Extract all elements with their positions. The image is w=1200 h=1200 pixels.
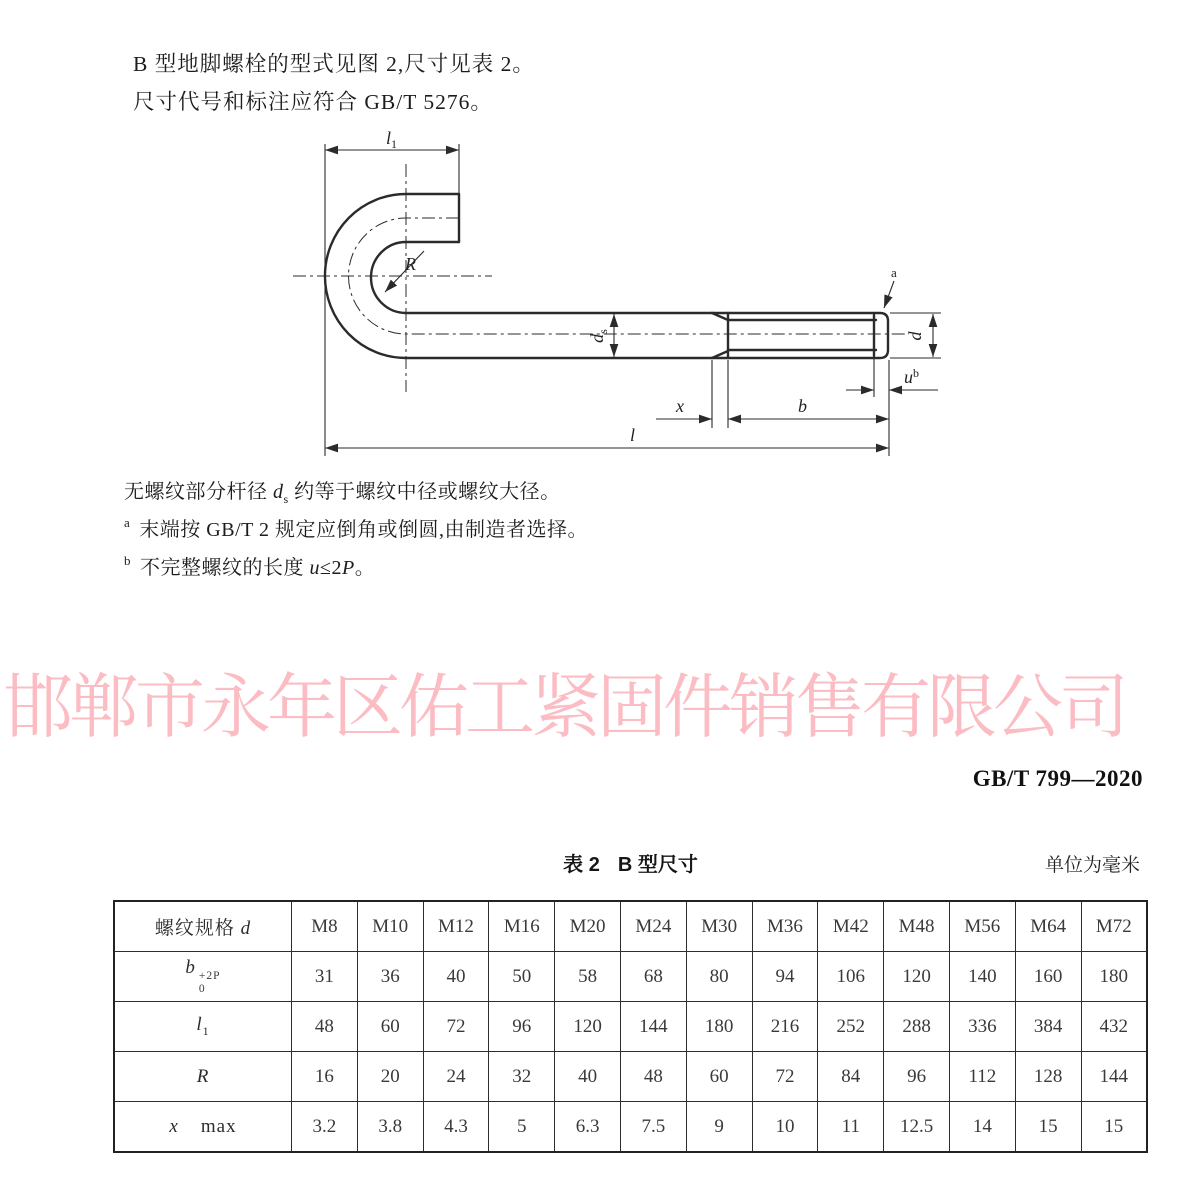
value-cell: 60 <box>357 1002 423 1052</box>
table-row <box>114 1102 1147 1153</box>
column-header: M20 <box>555 901 621 952</box>
value-cell: 58 <box>555 952 621 1002</box>
column-header: M30 <box>686 901 752 952</box>
value-cell: 3.2 <box>292 1102 358 1153</box>
row-label: $l_1$ <box>114 1002 292 1052</box>
dimension-table-body <box>114 901 1147 1152</box>
value-cell: 7.5 <box>620 1102 686 1153</box>
value-cell: 144 <box>620 1002 686 1052</box>
value-cell: 144 <box>1081 1052 1147 1102</box>
value-cell: 72 <box>423 1002 489 1052</box>
value-cell: 11 <box>818 1102 884 1153</box>
column-header: M42 <box>818 901 884 952</box>
unit-note: 单位为毫米 <box>1044 855 1140 876</box>
value-cell: 48 <box>620 1052 686 1102</box>
row-label: b +2P 0 <box>114 952 292 1002</box>
value-cell: 10 <box>752 1102 818 1153</box>
table-header-row <box>114 901 1147 952</box>
dim-label-R: R <box>405 254 416 274</box>
column-header: M36 <box>752 901 818 952</box>
standard-code: GB/T 799—2020 <box>972 766 1143 791</box>
column-header: M12 <box>423 901 489 952</box>
value-cell: 216 <box>752 1002 818 1052</box>
dim-label-ds: $d_s$ <box>587 329 610 343</box>
value-cell: 252 <box>818 1002 884 1052</box>
column-header: M56 <box>949 901 1015 952</box>
value-cell: 120 <box>555 1002 621 1052</box>
value-cell: 96 <box>884 1052 950 1102</box>
dim-label-l1: $l_1$ <box>386 128 398 151</box>
dim-label-b: b <box>798 396 807 416</box>
value-cell: 32 <box>489 1052 555 1102</box>
row-label: x max <box>114 1102 292 1153</box>
table-row <box>114 1002 1147 1052</box>
footnote-b: $^b$ 不完整螺纹的长度 u≤2P。 <box>124 553 376 579</box>
extension-lines <box>325 144 941 456</box>
value-cell: 31 <box>292 952 358 1002</box>
value-cell: 50 <box>489 952 555 1002</box>
value-cell: 14 <box>949 1102 1015 1153</box>
value-cell: 24 <box>423 1052 489 1102</box>
watermark: 邯郸市永年区佑工紧固件销售有限公司 <box>3 668 1125 746</box>
value-cell: 40 <box>555 1052 621 1102</box>
value-cell: 288 <box>884 1002 950 1052</box>
table-caption-label: 表 2 <box>563 854 600 876</box>
callout-a: a <box>891 265 897 280</box>
table-row <box>114 952 1147 1002</box>
dim-label-x: x <box>676 396 684 416</box>
value-cell: 16 <box>292 1052 358 1102</box>
value-cell: 36 <box>357 952 423 1002</box>
value-cell: 20 <box>357 1052 423 1102</box>
value-cell: 9 <box>686 1102 752 1153</box>
value-cell: 120 <box>884 952 950 1002</box>
column-header: M64 <box>1015 901 1081 952</box>
value-cell: 80 <box>686 952 752 1002</box>
table-caption-title: B 型尺寸 <box>617 854 698 876</box>
column-header: M48 <box>884 901 950 952</box>
value-cell: 336 <box>949 1002 1015 1052</box>
value-cell: 128 <box>1015 1052 1081 1102</box>
column-header: M24 <box>620 901 686 952</box>
value-cell: 180 <box>1081 952 1147 1002</box>
value-cell: 15 <box>1015 1102 1081 1153</box>
value-cell: 160 <box>1015 952 1081 1002</box>
table-caption <box>113 848 1148 877</box>
value-cell: 72 <box>752 1052 818 1102</box>
value-cell: 432 <box>1081 1002 1147 1052</box>
value-cell: 6.3 <box>555 1102 621 1153</box>
value-cell: 68 <box>620 952 686 1002</box>
value-cell: 112 <box>949 1052 1015 1102</box>
value-cell: 4.3 <box>423 1102 489 1153</box>
table-row <box>114 1052 1147 1102</box>
value-cell: 15 <box>1081 1102 1147 1153</box>
dimension-table <box>113 900 1148 1153</box>
intro-line-2: 尺寸代号和标注应符合 GB/T 5276。 <box>133 90 493 114</box>
value-cell: 96 <box>489 1002 555 1052</box>
note-shank-diameter: 无螺纹部分杆径 $d_s$ 约等于螺纹中径或螺纹大径。 <box>124 481 561 506</box>
value-cell: 84 <box>818 1052 884 1102</box>
value-cell: 12.5 <box>884 1102 950 1153</box>
dim-label-l: l <box>630 425 636 445</box>
column-header: M8 <box>292 901 358 952</box>
row-label: R <box>114 1052 292 1102</box>
column-header: M10 <box>357 901 423 952</box>
value-cell: 48 <box>292 1002 358 1052</box>
value-cell: 94 <box>752 952 818 1002</box>
dim-label-u: $u^b$ <box>904 366 919 387</box>
value-cell: 5 <box>489 1102 555 1153</box>
anchor-bolt-figure <box>0 125 1200 470</box>
footnote-a: $^a$ 末端按 GB/T 2 规定应倒角或倒圆,由制造者选择。 <box>124 515 588 541</box>
value-cell: 3.8 <box>357 1102 423 1153</box>
dim-label-d: d <box>905 331 925 341</box>
value-cell: 384 <box>1015 1002 1081 1052</box>
column-header: M16 <box>489 901 555 952</box>
intro-line-1: B 型地脚螺栓的型式见图 2,尺寸见表 2。 <box>133 52 535 76</box>
value-cell: 60 <box>686 1052 752 1102</box>
value-cell: 180 <box>686 1002 752 1052</box>
value-cell: 140 <box>949 952 1015 1002</box>
value-cell: 40 <box>423 952 489 1002</box>
column-header: M72 <box>1081 901 1147 952</box>
value-cell: 106 <box>818 952 884 1002</box>
row-header-thread-spec: 螺纹规格 d <box>114 901 292 952</box>
